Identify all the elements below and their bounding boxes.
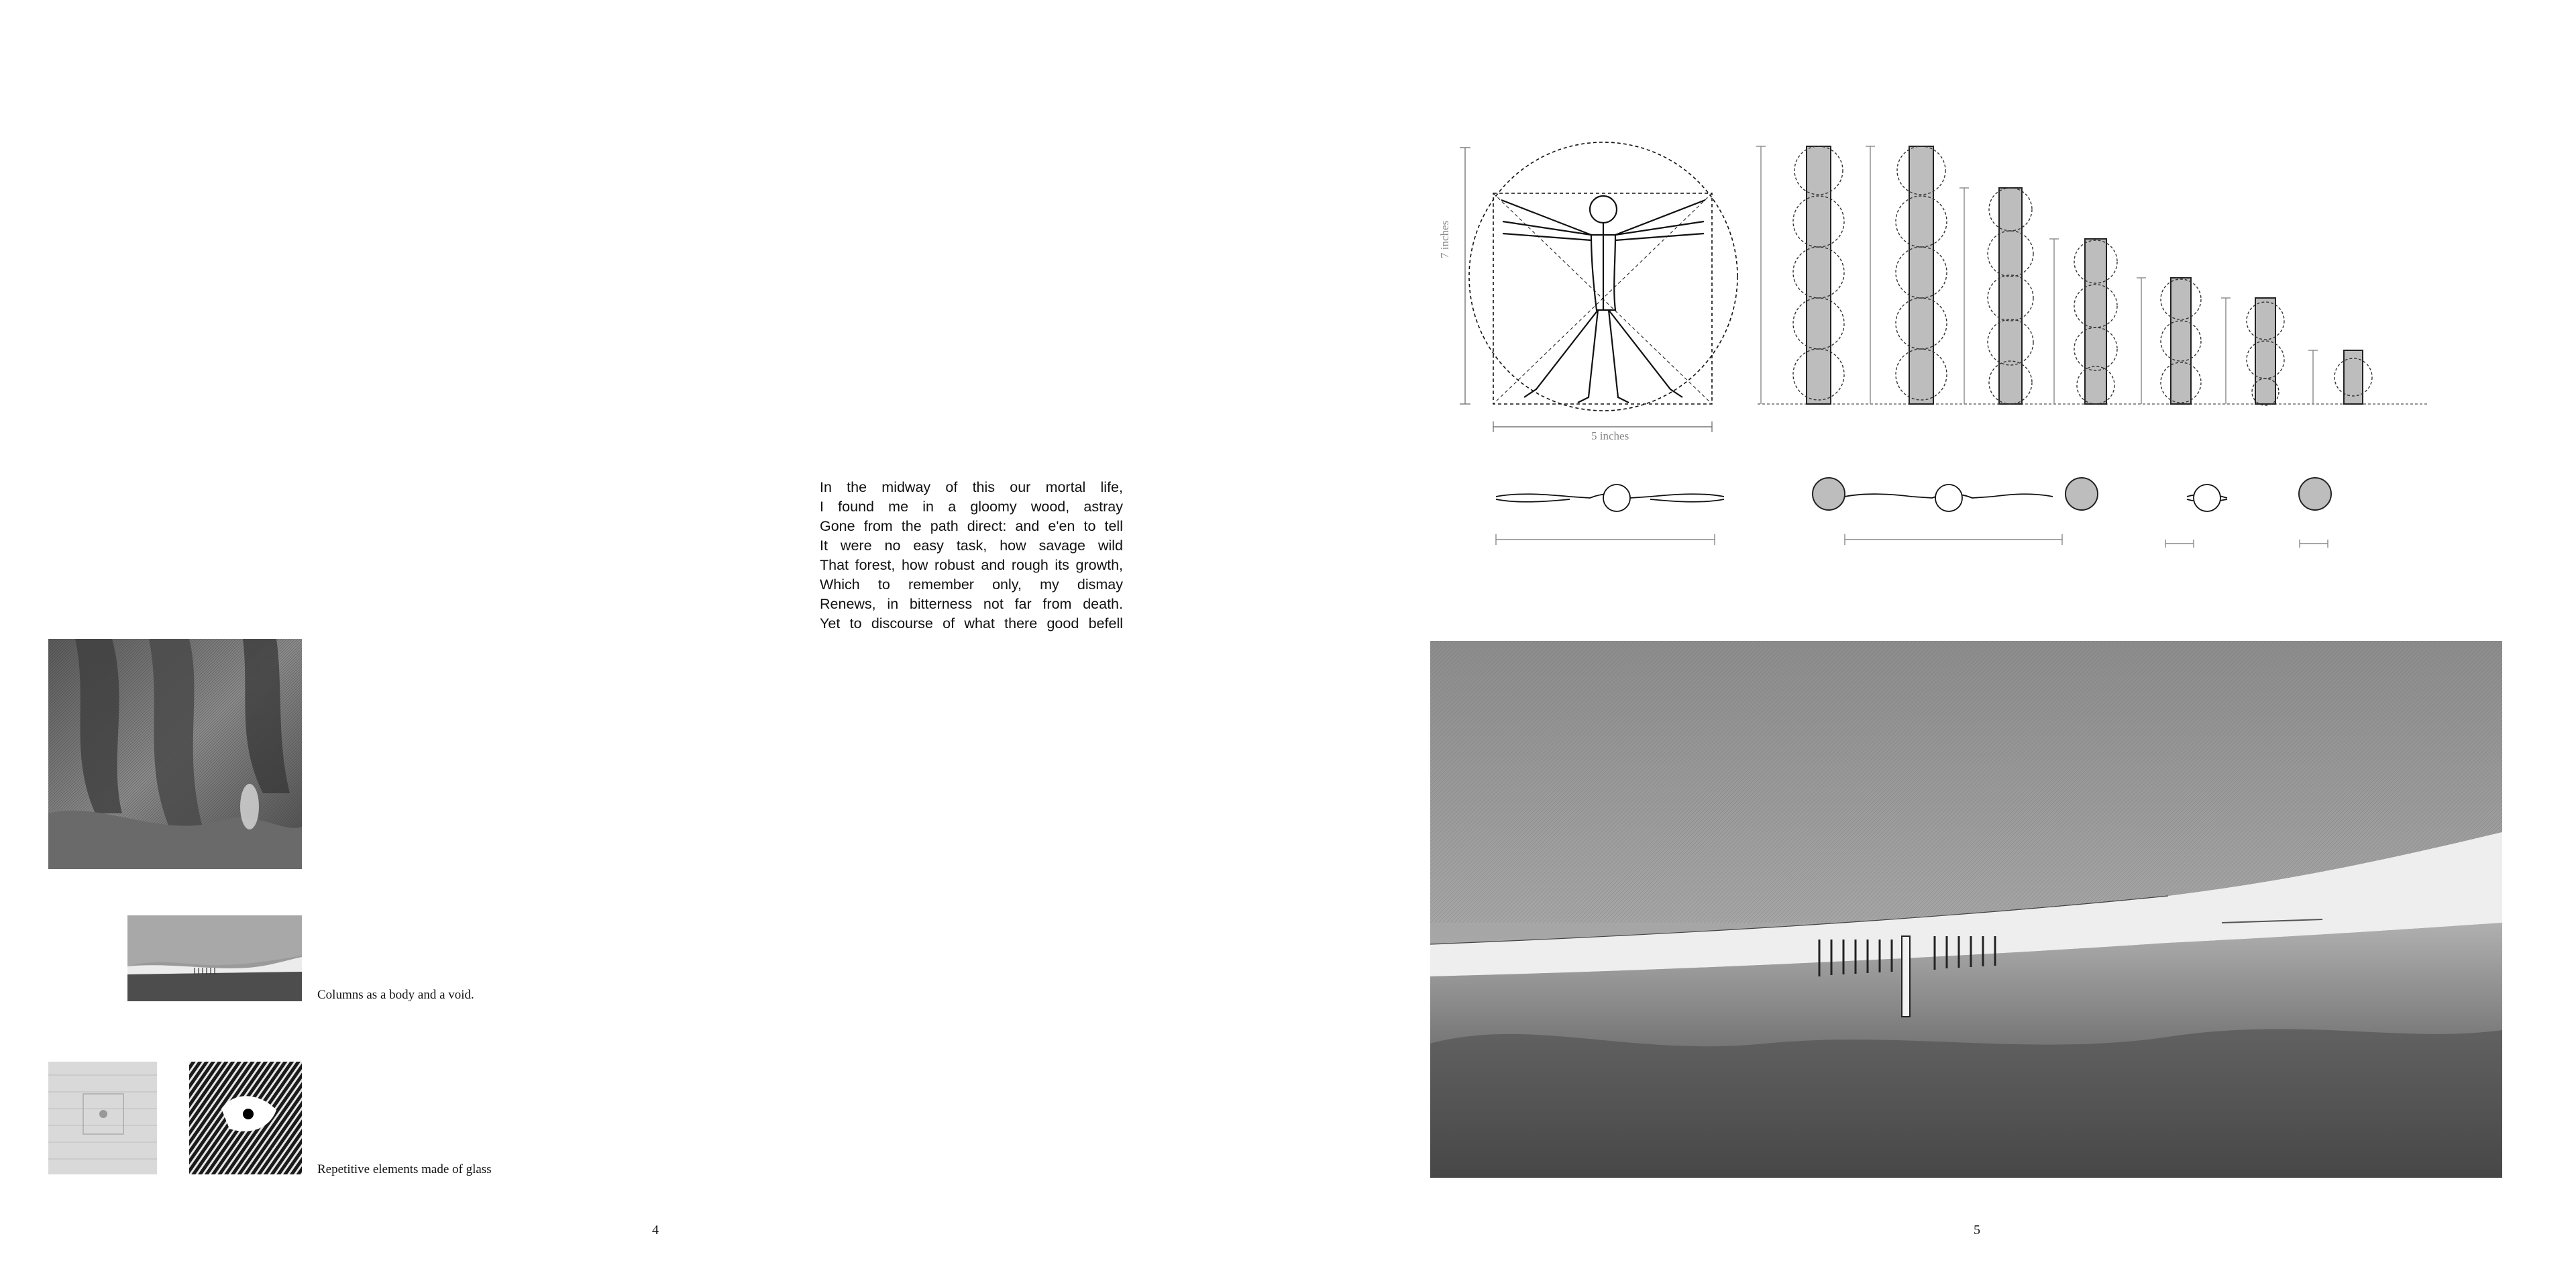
poem-line: I found me in a gloomy wood, astray (820, 499, 1123, 515)
plan-thumbnail-dark (189, 1062, 302, 1174)
plan-views-diagram (1489, 470, 2361, 557)
columns-section-thumbnail (127, 915, 302, 1001)
poem-line: Gone from the path direct: and e'en to tell (820, 518, 1123, 534)
poem-line: It were no easy task, how savage wild (820, 538, 1123, 554)
vitruvian-man-drawing (1469, 142, 1737, 411)
poem-line: That forest, how robust and rough its growth, (820, 557, 1123, 573)
right-page (1288, 0, 2576, 1265)
forest-engraving-image (48, 639, 302, 869)
landscape-section-image (1430, 641, 2502, 1178)
plan-thumbnail-light (48, 1062, 157, 1174)
poem-line: Renews, in bitterness not far from death. (820, 596, 1123, 612)
caption-columns: Columns as a body and a void. (317, 988, 474, 1002)
poem-block (820, 478, 1123, 634)
dimension-width-label: 5 inches (1591, 429, 1629, 442)
proportion-diagram (1436, 134, 2442, 443)
poem-line: In the midway of this our mortal life, (820, 479, 1123, 495)
poem-line: Which to remember only, my dismay (820, 576, 1123, 593)
dimension-height-label: 7 inches (1438, 220, 1451, 258)
page-number-left: 4 (652, 1223, 659, 1237)
page-number-right: 5 (1974, 1223, 1980, 1237)
caption-glass: Repetitive elements made of glass (317, 1162, 492, 1176)
poem-line: Yet to discourse of what there good befell (820, 615, 1123, 631)
